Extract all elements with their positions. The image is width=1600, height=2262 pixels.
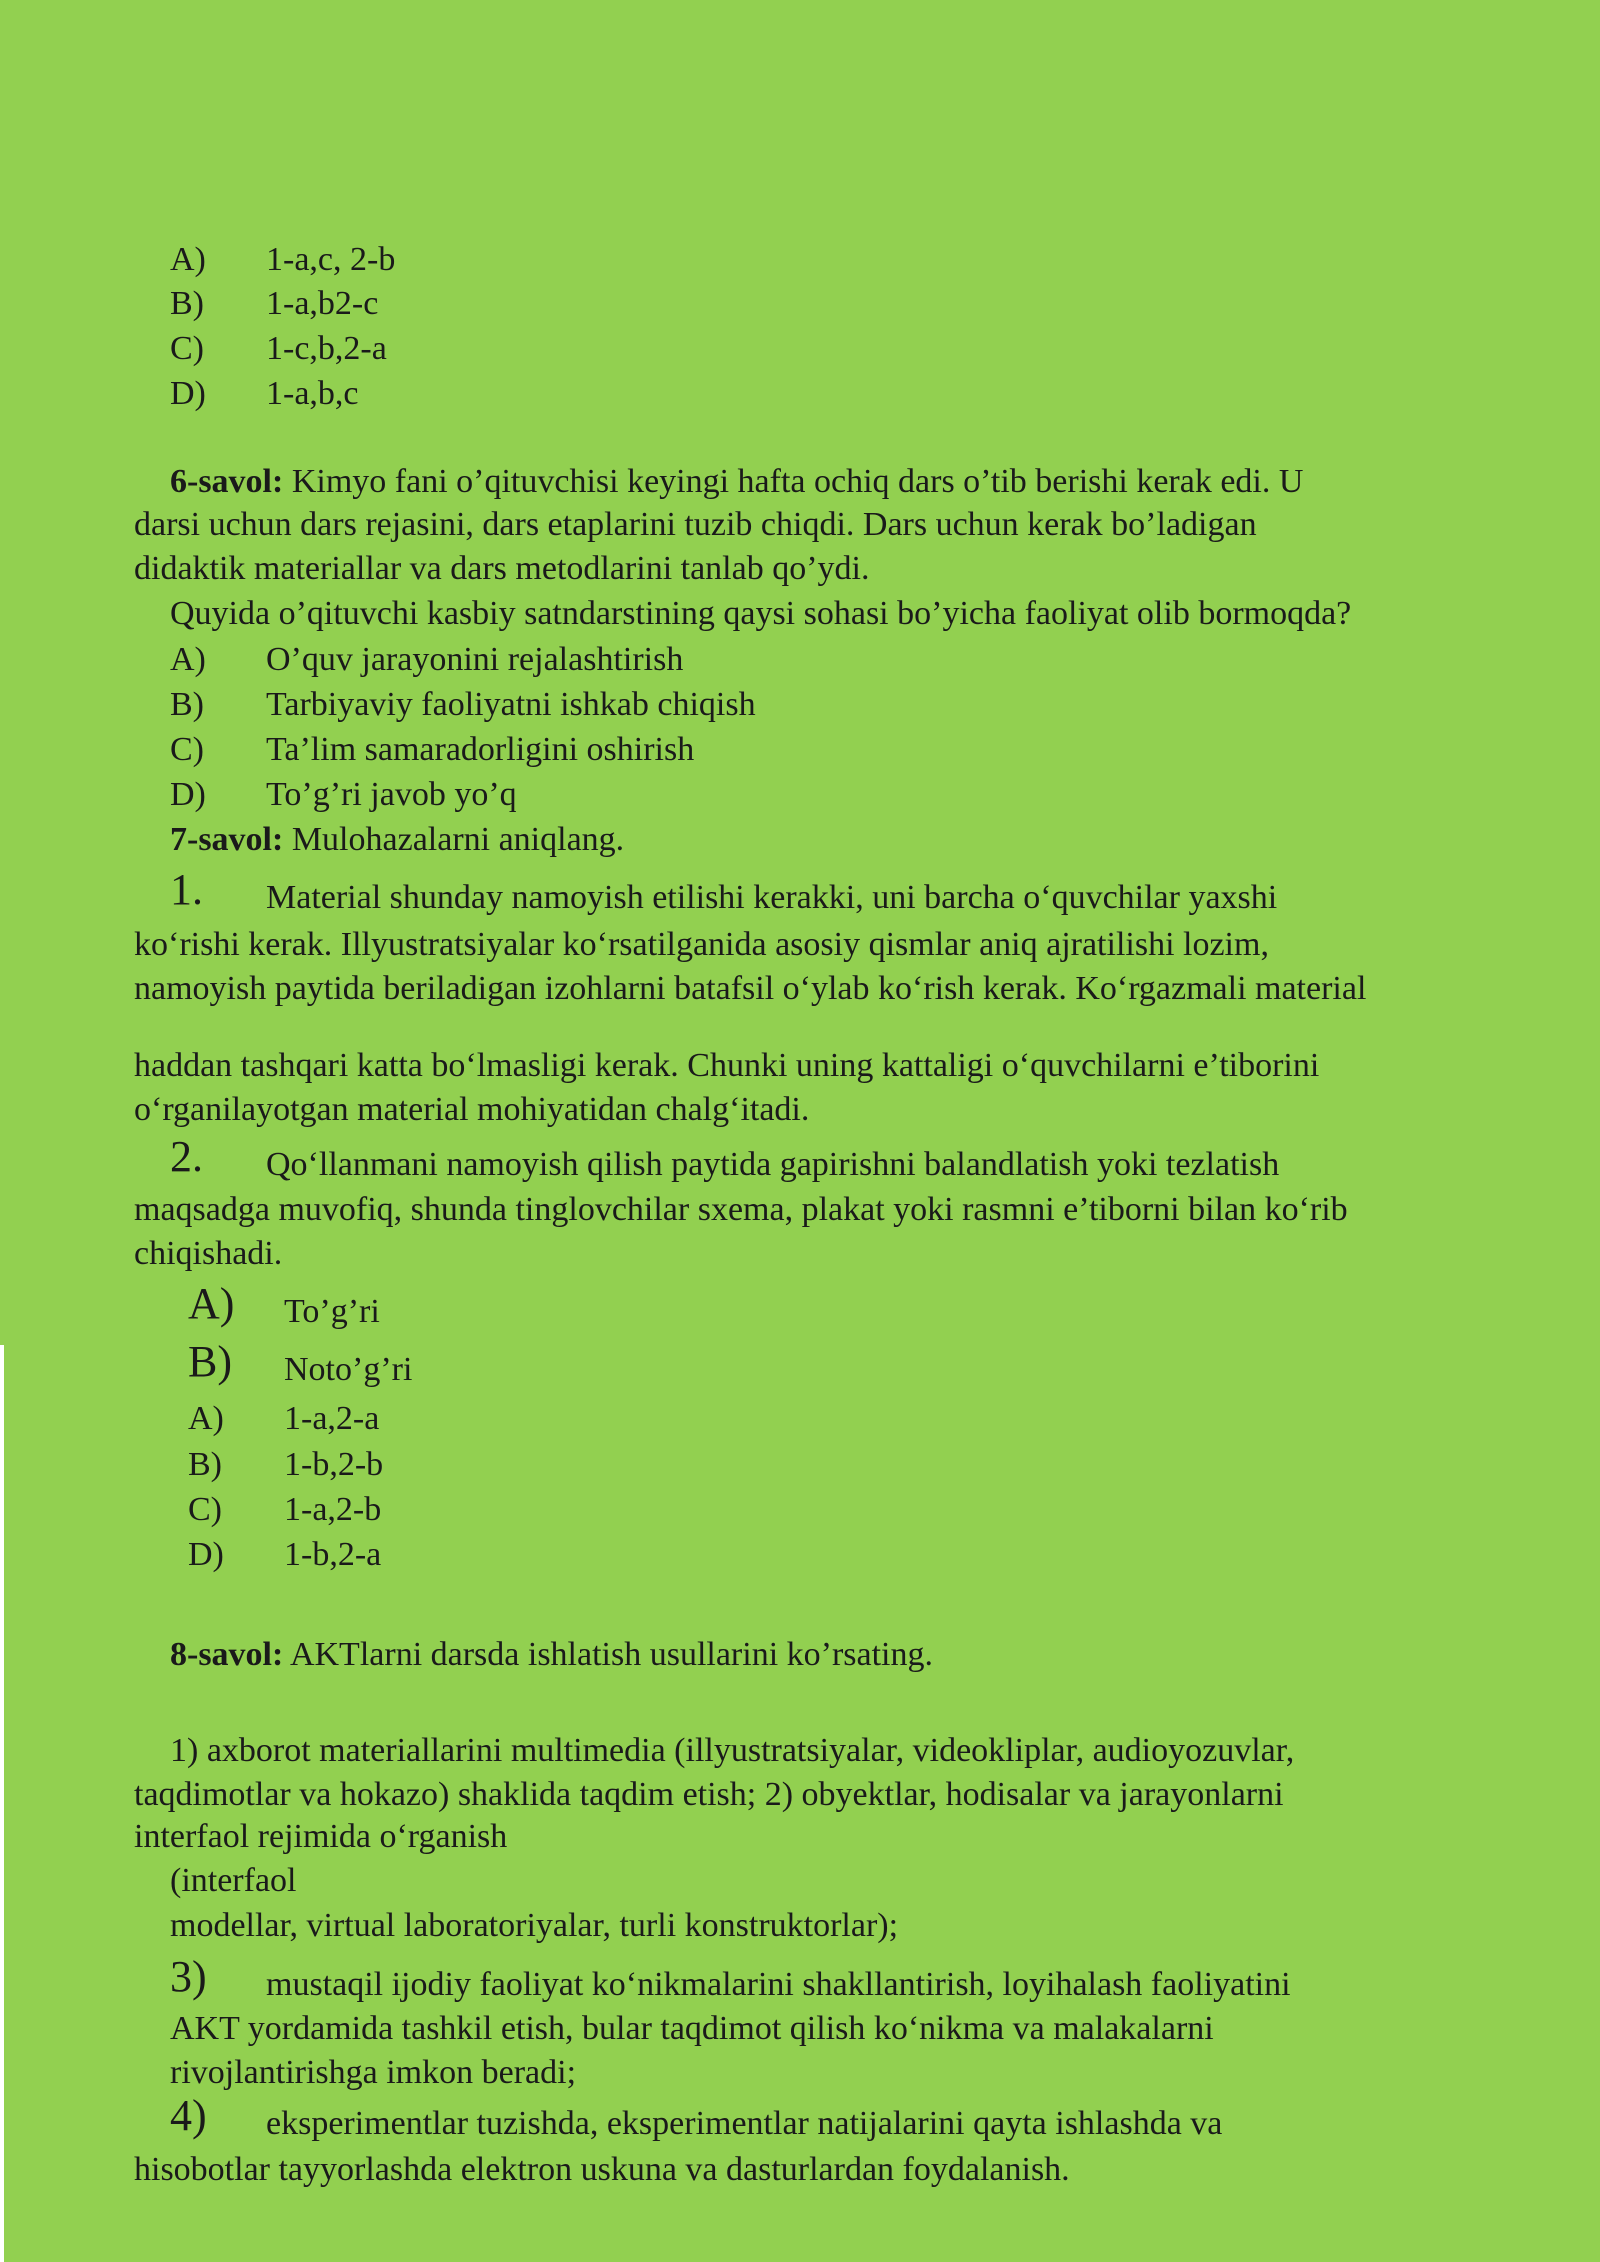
item-number: 4)	[170, 2091, 207, 2140]
option-label: D)	[170, 776, 206, 813]
option-label: C)	[170, 330, 204, 367]
q8-text-line: interfaol rejimida o‘rganish	[134, 1818, 508, 1855]
q6-first-line	[170, 460, 1303, 504]
q8-number: 8-savol:	[170, 1636, 284, 1673]
q8-text-line: AKT yordamida tashkil etish, bular taqdimot qilish ko‘nikma va malakalarni	[170, 2010, 1214, 2047]
option-text: Ta’lim samaradorligini oshirish	[266, 731, 695, 768]
option-label: D)	[188, 1536, 224, 1573]
q7-heading	[170, 818, 624, 862]
option-text: 1-a,2-b	[284, 1491, 382, 1528]
statement-number: 1.	[170, 865, 203, 914]
option-label: C)	[188, 1491, 222, 1528]
option-text: 1-b,2-a	[284, 1536, 382, 1573]
q8-text-line: modellar, virtual laboratoriyalar, turli konstruktorlar);	[170, 1907, 899, 1944]
q8-heading	[170, 1633, 933, 1677]
q6-text-line: Kimyo fani o’qituvchisi keyingi hafta ochiq dars o’tib berishi kerak edi. U	[283, 463, 1304, 500]
option-label: A)	[188, 1400, 224, 1437]
q8-text-line: rivojlantirishga imkon beradi;	[170, 2054, 577, 2091]
statement-text-line: o‘rganilayotgan material mohiyatidan chalg‘itadi.	[134, 1091, 810, 1128]
option-label: A)	[170, 241, 206, 278]
option-text: 1-b,2-b	[284, 1446, 384, 1483]
q8-text-line: taqdimotlar va hokazo) shaklida taqdim etish; 2) obyektlar, hodisalar va jarayonlarni	[134, 1776, 1284, 1813]
option-text: 1-c,b,2-a	[266, 330, 387, 367]
option-label: B)	[188, 1337, 232, 1386]
option-text: 1-a,2-a	[284, 1400, 380, 1437]
option-text: 1-a,b,c	[266, 375, 359, 412]
q6-question: Quyida o’qituvchi kasbiy satndarstining qaysi sohasi bo’yicha faoliyat olib bormoqda?	[170, 595, 1352, 632]
q8-text-line: 1) axborot materiallarini multimedia (illyustratsiyalar, videokliplar, audioyozuvlar,	[170, 1732, 1295, 1769]
statement-text-line: maqsadga muvofiq, shunda tinglovchilar sxema, plakat yoki rasmni e’tiborni bilan ko‘rib	[134, 1191, 1348, 1228]
option-label: D)	[170, 375, 206, 412]
statement-text-line: namoyish paytida beriladigan izohlarni batafsil o‘ylab ko‘rish kerak. Ko‘rgazmali material	[134, 970, 1367, 1007]
q6-number: 6-savol:	[170, 463, 284, 500]
q7-prompt: Mulohazalarni aniqlang.	[283, 821, 625, 858]
q6-text-line: didaktik materiallar va dars metodlarini tanlab qo’ydi.	[134, 550, 870, 587]
page-edge-white	[0, 1345, 4, 2262]
option-label: B)	[170, 285, 204, 322]
option-text: To’g’ri javob yo’q	[266, 776, 517, 813]
q8-prompt: AKTlarni darsda ishlatish usullarini ko’rsating.	[283, 1636, 933, 1673]
option-text: To’g’ri	[284, 1293, 380, 1330]
option-label: C)	[170, 731, 204, 768]
q8-text-line: mustaqil ijodiy faoliyat ko‘nikmalarini shakllantirish, loyihalash faoliyatini	[266, 1966, 1291, 2003]
option-text: O’quv jarayonini rejalashtirish	[266, 641, 684, 678]
q8-text-line: hisobotlar tayyorlashda elektron uskuna va dasturlardan foydalanish.	[134, 2151, 1070, 2188]
item-number: 3)	[170, 1952, 207, 2001]
statement-text-line: Qo‘llanmani namoyish qilish paytida gapirishni balandlatish yoki tezlatish	[266, 1146, 1280, 1183]
option-label: B)	[170, 686, 204, 723]
q8-text-line: (interfaol	[170, 1862, 297, 1899]
option-text: Tarbiyaviy faoliyatni ishkab chiqish	[266, 686, 756, 723]
q7-number: 7-savol:	[170, 821, 284, 858]
q8-text-line: eksperimentlar tuzishda, eksperimentlar natijalarini qayta ishlashda va	[266, 2105, 1223, 2142]
statement-number: 2.	[170, 1132, 203, 1181]
option-text: 1-a,c, 2-b	[266, 241, 396, 278]
option-label: A)	[170, 641, 206, 678]
statement-text-line: haddan tashqari katta bo‘lmasligi kerak. Chunki uning kattaligi o‘quvchilarni e’tiborini	[134, 1047, 1320, 1084]
option-text: Noto’g’ri	[284, 1351, 413, 1388]
statement-text-line: ko‘rishi kerak. Illyustratsiyalar ko‘rsatilganida asosiy qismlar aniq ajratilishi lozim,	[134, 926, 1269, 963]
option-text: 1-a,b2-c	[266, 285, 379, 322]
statement-text-line: chiqishadi.	[134, 1235, 283, 1272]
option-label: B)	[188, 1446, 222, 1483]
statement-text-line: Material shunday namoyish etilishi kerakki, uni barcha o‘quvchilar yaxshi	[266, 879, 1278, 916]
option-label: A)	[188, 1279, 235, 1328]
q6-text-line: darsi uchun dars rejasini, dars etaplarini tuzib chiqdi. Dars uchun kerak bo’ladigan	[134, 506, 1257, 543]
